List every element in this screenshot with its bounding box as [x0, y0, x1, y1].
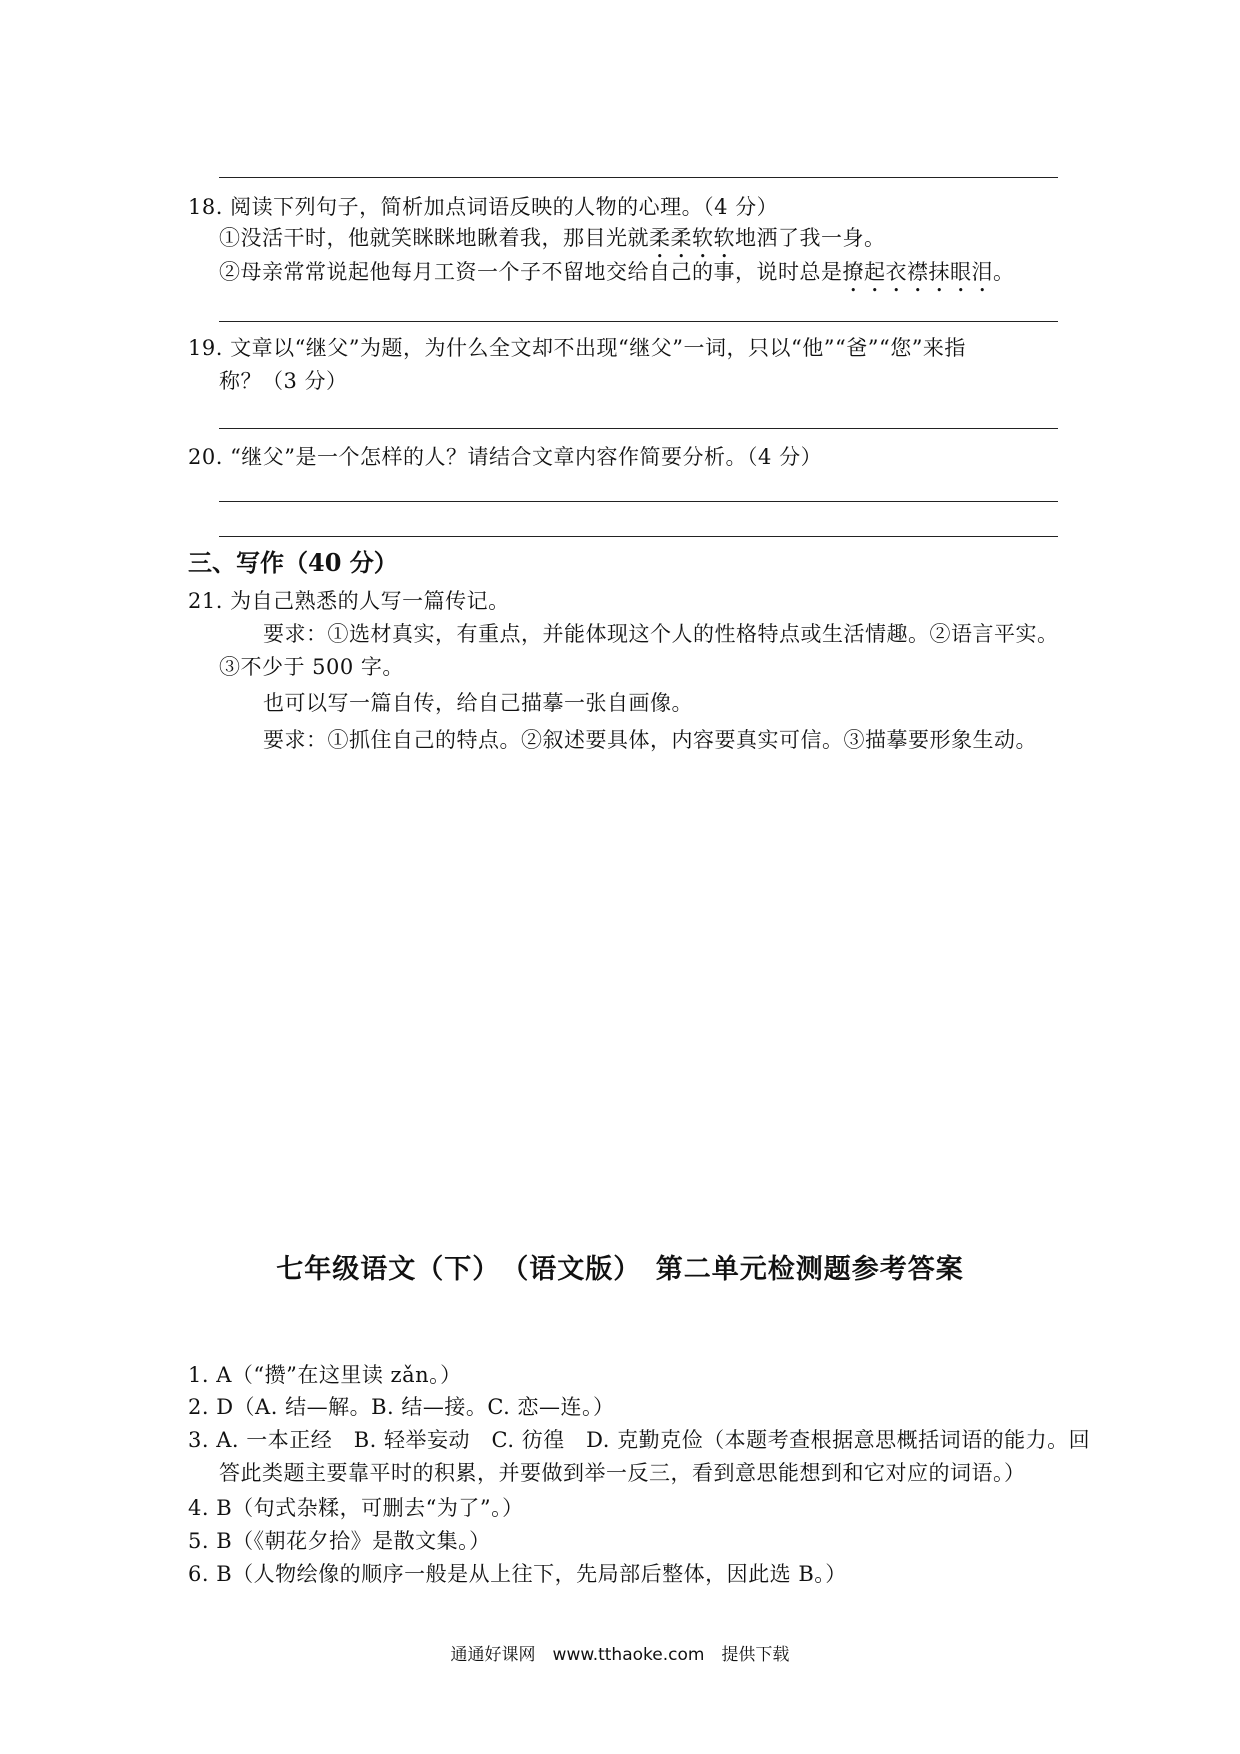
answer-line	[219, 321, 1058, 322]
writing-alternative: 也可以写一篇自传，给自己描摹一张自画像。	[263, 691, 693, 715]
question-20-stem: 20. “继父”是一个怎样的人？请结合文章内容作简要分析。（4 分）	[188, 445, 823, 469]
answer-6: 6. B（人物绘像的顺序一般是从上往下，先局部后整体，因此选 B。）	[188, 1562, 847, 1586]
answer-line	[219, 177, 1058, 178]
answer-line	[219, 428, 1058, 429]
question-19-line-2: 称？（3 分）	[219, 369, 348, 393]
answer-3-line-1: 3. A. 一本正经 B. 轻举妄动 C. 彷徨 D. 克勤克俭（本题考查根据意思概括词语的能力。回	[188, 1428, 1091, 1452]
sentence-text: 地洒了我一身。	[735, 226, 886, 250]
question-21-stem: 21. 为自己熟悉的人写一篇传记。	[188, 589, 510, 613]
answer-line	[219, 501, 1058, 502]
answer-1: 1. A（“攒”在这里读 zǎn。）	[188, 1363, 462, 1387]
writing-requirement-2: 要求：①抓住自己的特点。②叙述要具体，内容要真实可信。③描摹要形象生动。	[263, 728, 1037, 752]
answer-2: 2. D（A. 结—解。B. 结—接。C. 恋—连。）	[188, 1395, 615, 1419]
writing-requirement-1: 要求：①选材真实，有重点，并能体现这个人的性格特点或生活情趣。②语言平实。	[263, 622, 1059, 646]
writing-section-heading: 三、写作（40 分）	[188, 548, 398, 577]
answer-3-line-2: 答此类题主要靠平时的积累，并要做到举一反三，看到意思能想到和它对应的词语。）	[219, 1461, 1026, 1485]
answer-line	[219, 536, 1058, 537]
question-18-sentence-2	[219, 257, 1015, 297]
sentence-text: ①没活干时，他就笑眯眯地瞅着我，那目光就	[219, 226, 649, 250]
question-19-line-1: 19. 文章以“继父”为题，为什么全文却不出现“继父”一词，只以“他”“爸”“您”来指	[188, 336, 966, 360]
question-18-stem: 18. 阅读下列句子，简析加点词语反映的人物的心理。（4 分）	[188, 195, 779, 219]
dotted-words: 柔柔软软	[649, 226, 735, 250]
answer-4: 4. B（句式杂糅，可删去“为了”。）	[188, 1496, 524, 1520]
writing-requirement-1-cont: ③不少于 500 字。	[219, 655, 404, 679]
answers-title: 七年级语文（下） （语文版） 第二单元检测题参考答案	[276, 1254, 964, 1285]
sentence-text: 。	[993, 260, 1015, 284]
dotted-words: 撩起衣襟抹眼泪	[842, 260, 993, 284]
sentence-text: ②母亲常常说起他每月工资一个子不留地交给自己的事，说时总是	[219, 260, 843, 284]
footer-download-note: 通通好课网 www.tthaoke.com 提供下载	[450, 1645, 790, 1665]
answer-5: 5. B（《朝花夕拾》是散文集。）	[188, 1529, 491, 1553]
